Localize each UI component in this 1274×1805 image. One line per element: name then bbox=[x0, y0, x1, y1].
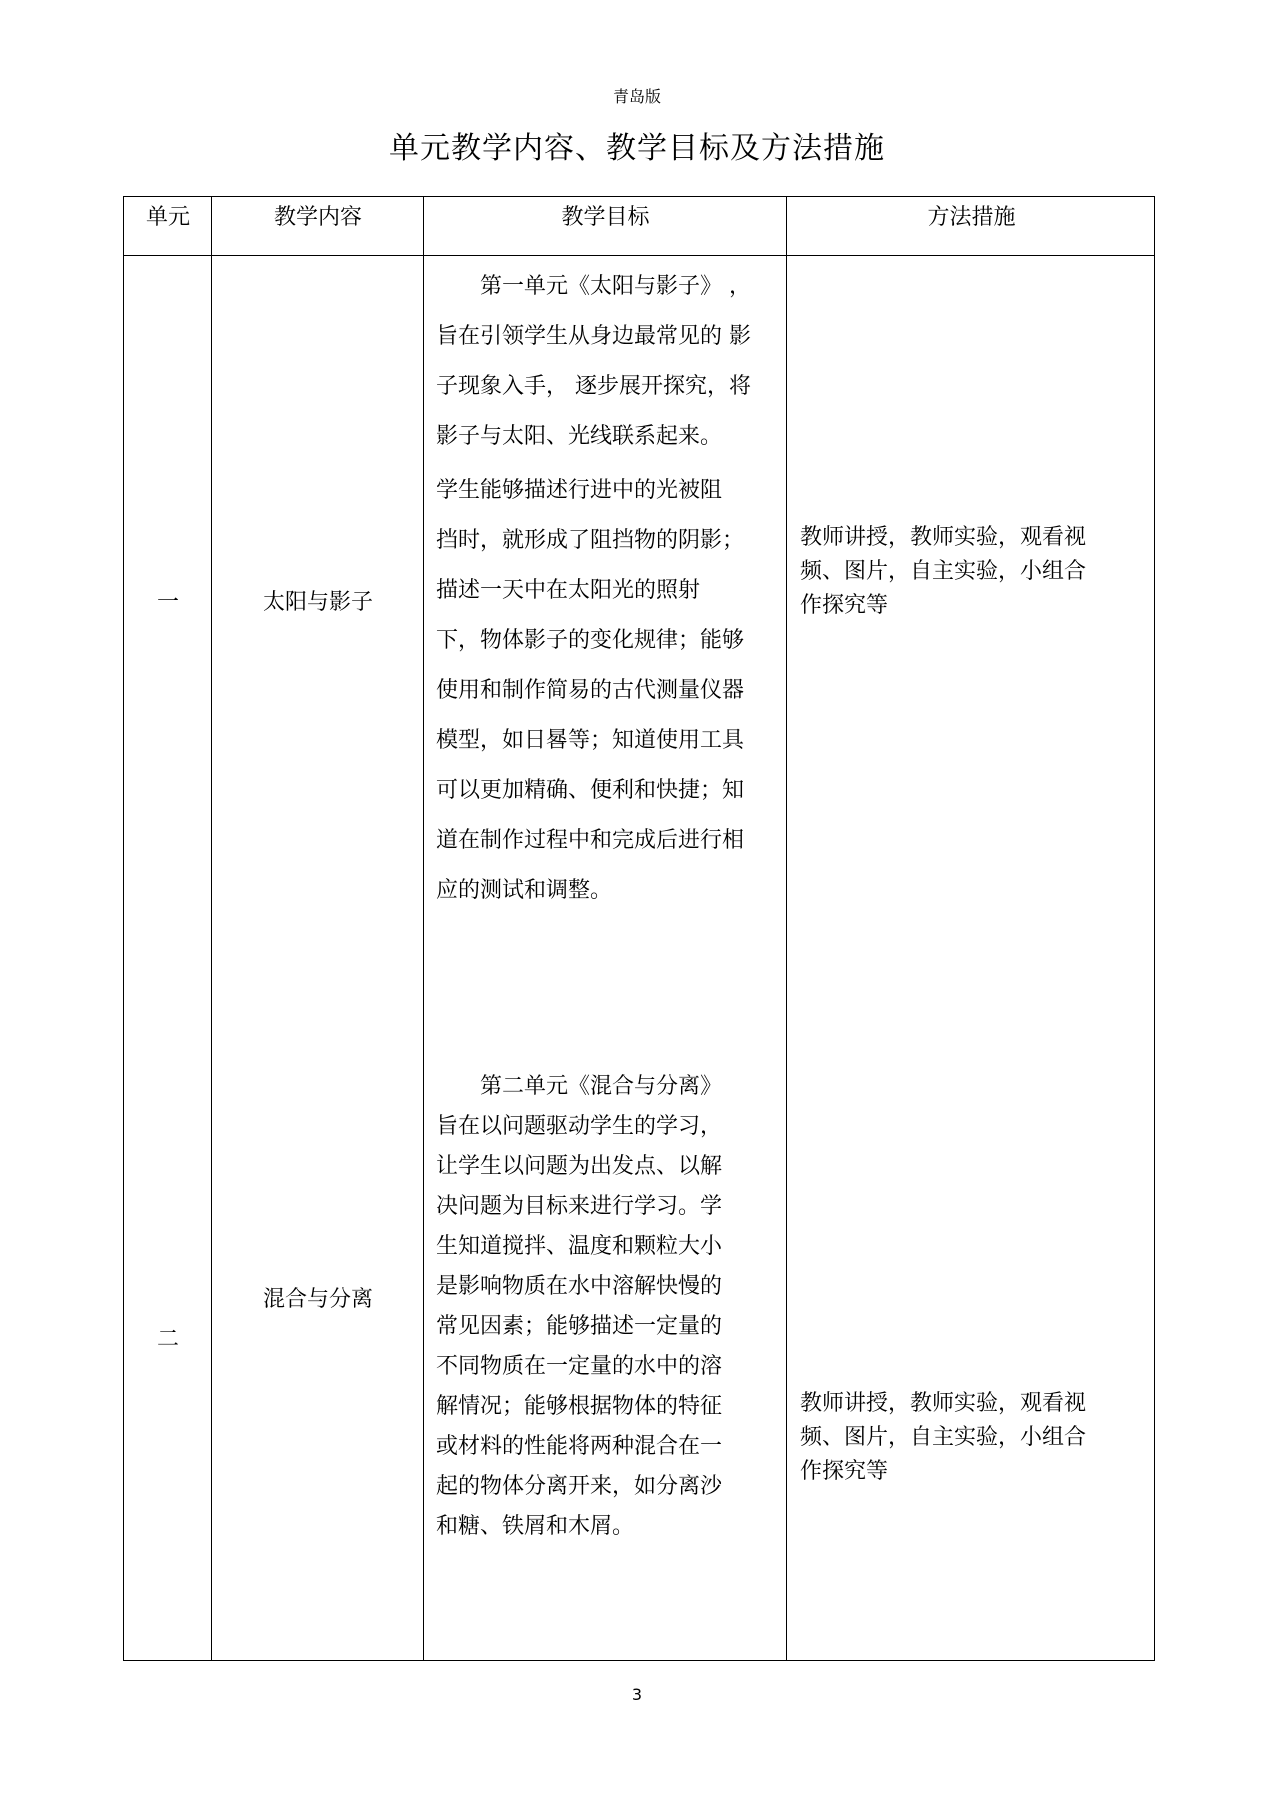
unit-goal-detail: 学生能够描述行进中的光被阻 挡时，就形成了阻挡物的阴影； 描述一天中在太阳光的照射 下，物体影子的变化规律；能够 使用和制作简易的古代测量仪器 模型，如日晷等；知道使用工具 可以更加精确、便利和快捷；知 道在制作过程中和完成后进行相 应的测试和调整。 bbox=[436, 478, 745, 903]
header-unit: 单元 bbox=[145, 205, 190, 230]
unit-content: 混合与分离 bbox=[262, 1287, 373, 1312]
column-divider-content bbox=[423, 196, 424, 1661]
unit-content: 太阳与影子 bbox=[262, 590, 373, 615]
unit-method: 教师讲授，教师实验，观看视 频、图片，自主实验，小组合 作探究等 bbox=[800, 525, 1087, 618]
page-number: 3 bbox=[631, 1685, 643, 1704]
unit-goal: 第二单元《混合与分离》 旨在以问题驱动学生的学习， 让学生以问题为出发点、以解 决问题为目标来进行学习。学 生知道搅拌、温度和颗粒大小 是影响物质在水中溶解快慢的 常见因素；能够描述一定量的 不同物质在一定量的水中的溶 解情况；能够根据物体的特征 或材料的性能将两种混合在一 起的物体分离开来，如分离沙 和糖、铁屑和木屑。 bbox=[436, 1074, 723, 1539]
running-header: 青岛版 bbox=[612, 87, 661, 106]
page-title: 单元教学内容、教学目标及方法措施 bbox=[389, 131, 885, 166]
column-divider-unit bbox=[211, 196, 212, 1661]
header-content: 教学内容 bbox=[273, 205, 362, 230]
unit-number: 二 bbox=[156, 1327, 179, 1352]
header-row-divider bbox=[123, 255, 1155, 256]
header-goal: 教学目标 bbox=[561, 205, 650, 230]
unit-number: 一 bbox=[156, 590, 179, 615]
header-method: 方法措施 bbox=[927, 205, 1016, 230]
unit-goal-intro: 第一单元《太阳与影子》 ， 旨在引领学生从身边最常见的 影 子现象入手， 逐步展开探究，将 影子与太阳、光线联系起来。 bbox=[436, 274, 751, 449]
unit-method: 教师讲授，教师实验，观看视 频、图片，自主实验，小组合 作探究等 bbox=[800, 1391, 1087, 1484]
column-divider-goal bbox=[786, 196, 787, 1661]
